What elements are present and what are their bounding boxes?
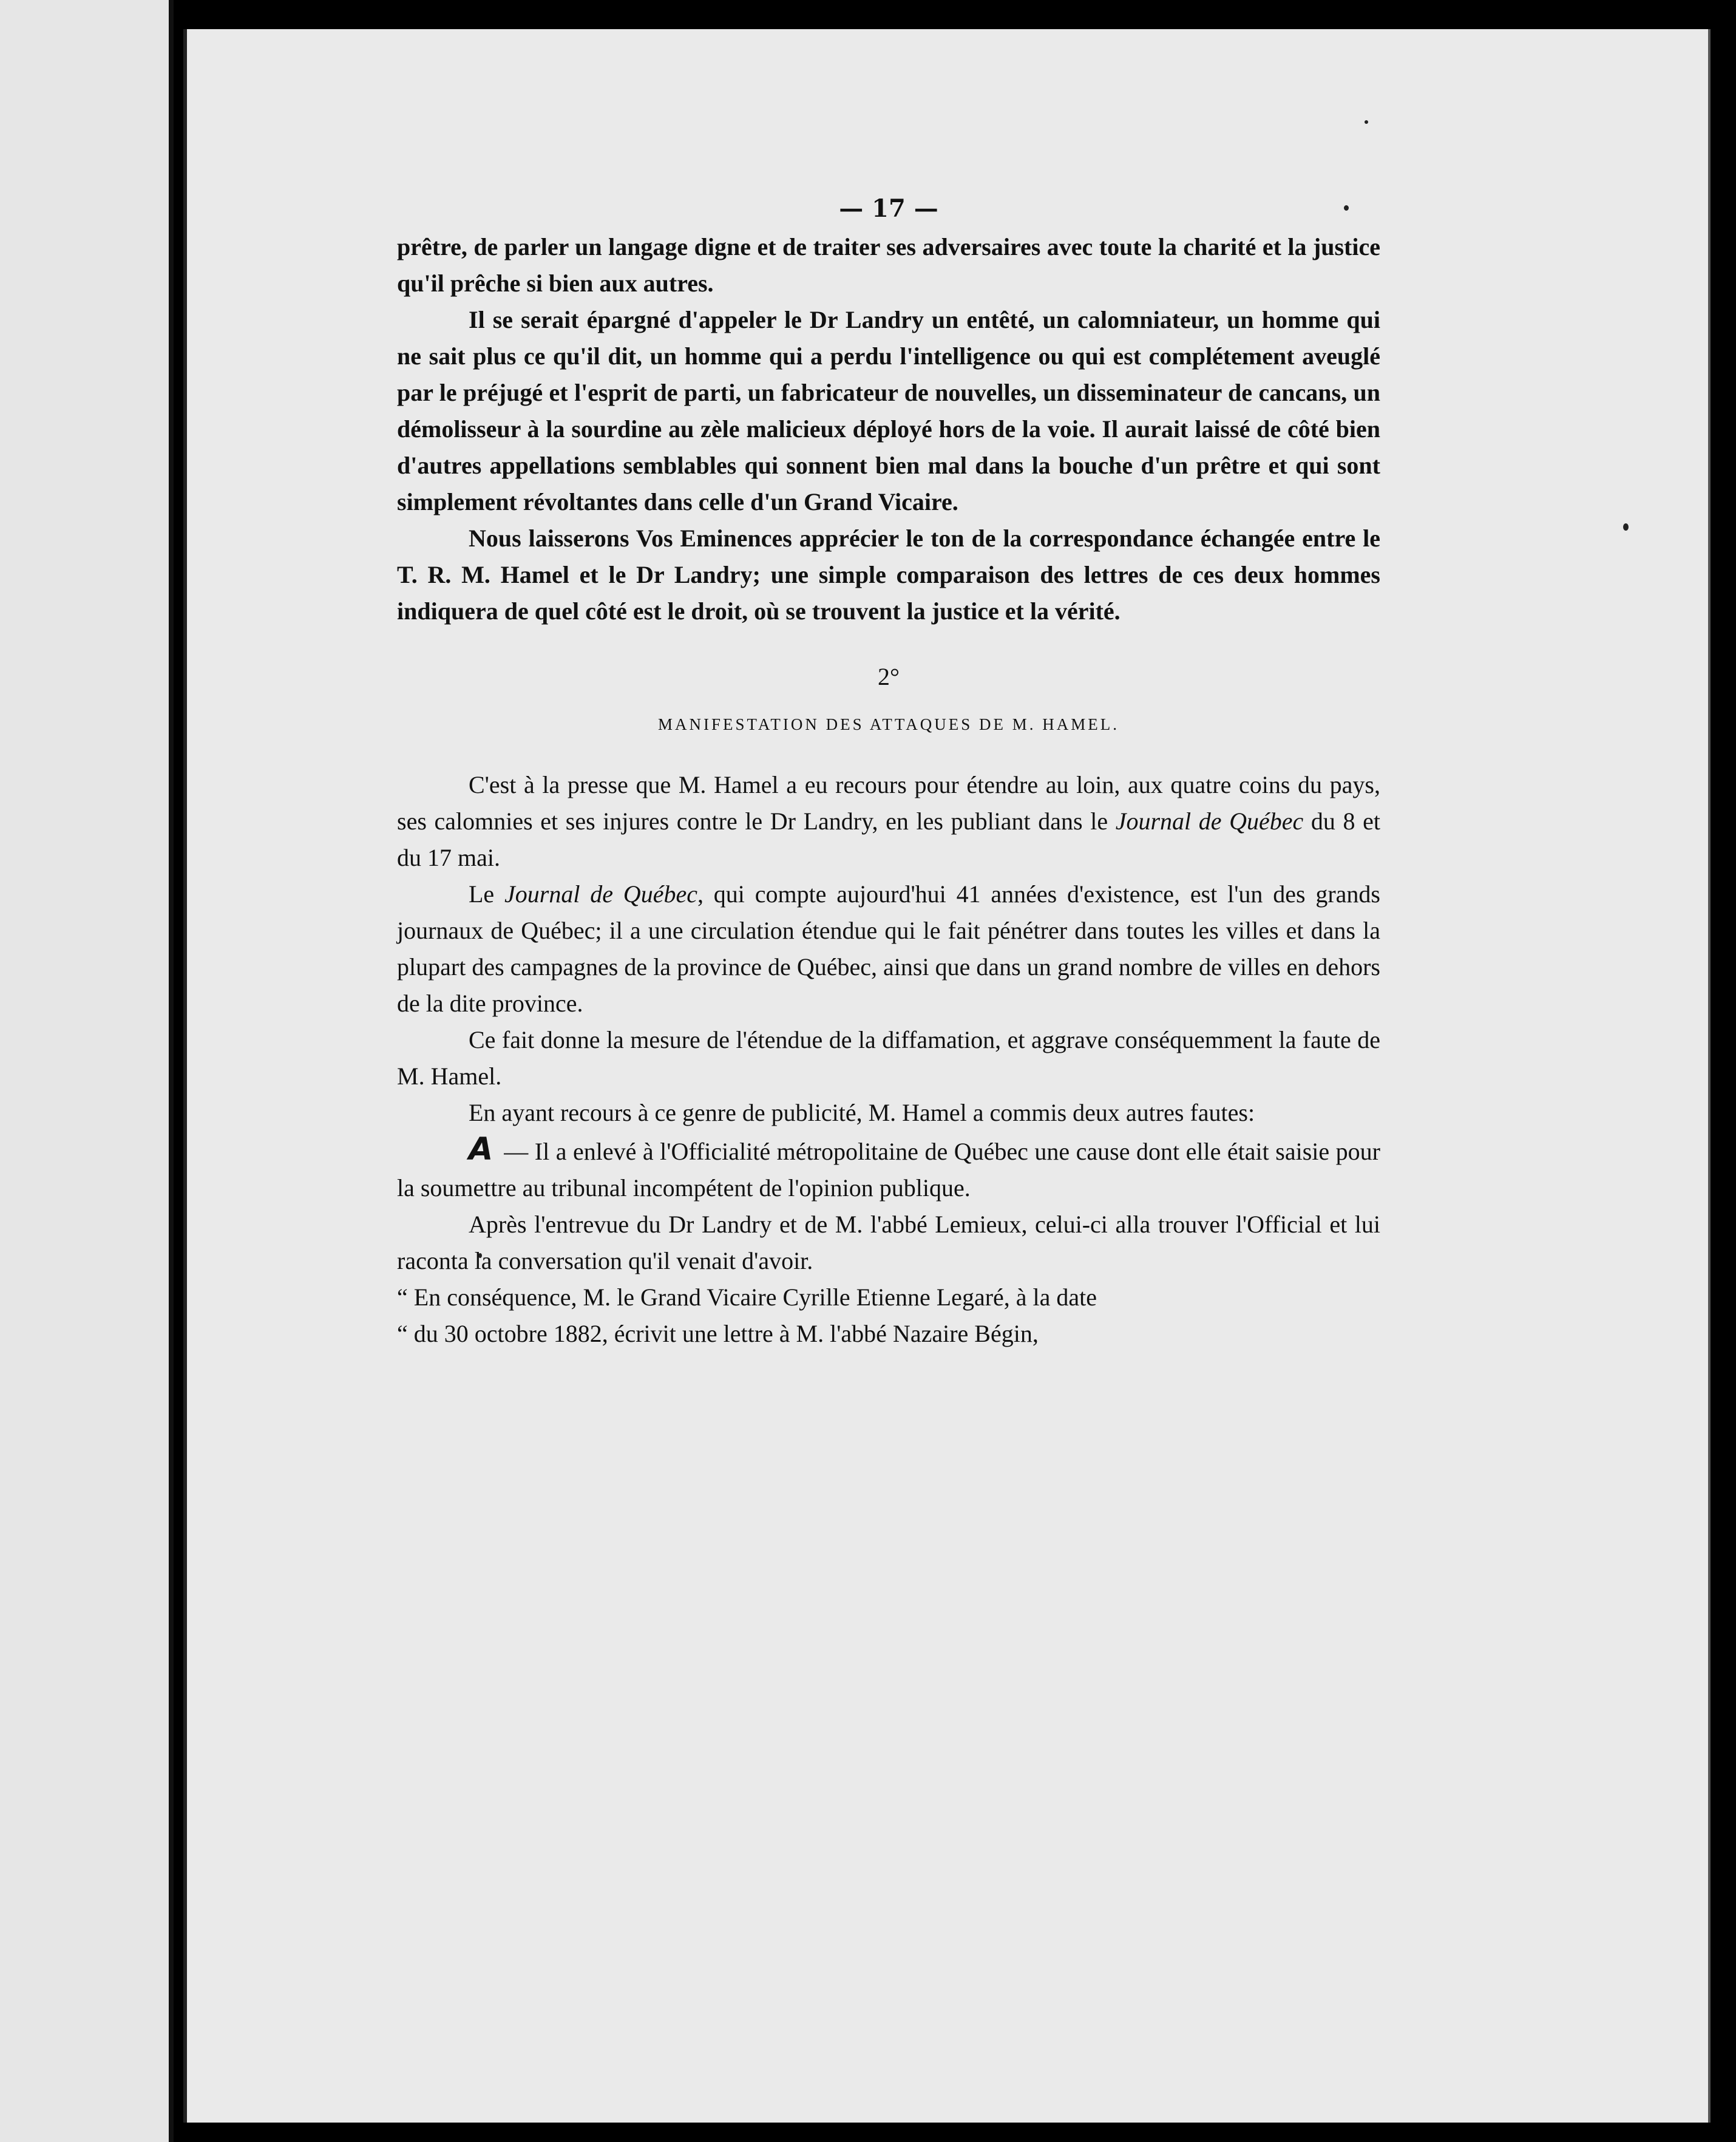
paragraph-4-text: C'est à la presse que M. Hamel a eu recours pour étendre au loin, aux quatre coins du pays, ses calomnies et ses injures contre le Dr Landry, en les publiant dans le xyxy=(397,771,1380,835)
paragraph-7: En ayant recours à ce genre de publicité, M. Hamel a commis deux autres fautes: xyxy=(469,1099,1255,1126)
ink-speck xyxy=(1623,523,1629,531)
newspaper-title: Journal de Québec xyxy=(504,880,697,908)
paragraph-9: Après l'entrevue du Dr Landry et de M. l'abbé Lemieux, celui-ci alla trouver l'Official et lui raconta la conversation qu'il venait d'avoir. xyxy=(397,1211,1380,1274)
section-title: MANIFESTATION DES ATTAQUES DE M. HAMEL. xyxy=(658,715,1119,733)
quoted-line-1: “ En conséquence, M. le Grand Vicaire Cyrille Etienne Legaré, à la date xyxy=(397,1284,1097,1311)
ink-speck xyxy=(1365,120,1368,124)
paragraph-8 xyxy=(397,1131,1380,1206)
newspaper-title: Journal de Québec xyxy=(1115,807,1304,835)
paragraph-1: prêtre, de parler un langage digne et de traiter ses adversaires avec toute la charité et la justice qu'il prêche si bien aux autres. xyxy=(397,233,1380,297)
paragraph-4-end: du 8 et du 17 mai. xyxy=(397,807,1380,871)
document-page xyxy=(183,29,1711,2123)
list-marker-a: A xyxy=(469,1131,493,1168)
previous-page-edge xyxy=(0,0,174,2142)
quoted-line-2: “ du 30 octobre 1882, écrivit une lettre à M. l'abbé Nazaire Bégin, xyxy=(397,1320,1039,1347)
page-number: — 17 — xyxy=(839,194,938,223)
paragraph-4 xyxy=(397,767,1380,876)
paragraph-5 xyxy=(397,876,1380,1022)
paragraph-2: Il se serait épargné d'appeler le Dr Landry un entêté, un calomniateur, un homme qui ne sait plus ce qu'il dit, un homme qui a perdu l'intelligence ou qui est complétement aveuglé par le préjugé et l'esprit de parti, un fabricateur de nouvelles, un disseminateur de cancans, un démolisseur à la sourdine au zèle malicieux déployé hors de la voie. Il aurait laissé de côté bien d'autres appellations semblables qui sonnent bien mal dans la bouche d'un prêtre et qui sont simplement révoltantes dans celle d'un Grand Vicaire. xyxy=(397,306,1380,515)
page-content xyxy=(397,194,1380,1352)
paragraph-5-text: , qui compte aujourd'hui 41 années d'existence, est l'un des grands journaux de Québec; il a une circulation étendue qui le fait pénétrer dans toutes les villes et dans la plupart des campagnes de la province de Québec, ainsi que dans un grand nombre de villes en dehors de la dite province. xyxy=(397,880,1380,1017)
paragraph-8-text: — Il a enlevé à l'Officialité métropolitaine de Québec une cause dont elle était saisie pour la soumettre au tribunal incompétent de l'opinion publique. xyxy=(397,1138,1380,1202)
paragraph-5-start: Le xyxy=(469,880,504,908)
paragraph-3: Nous laisserons Vos Eminences apprécier le ton de la correspondance échangée entre le T. R. M. Hamel et le Dr Landry; une simple comparaison des lettres de ces deux hommes indiquera de quel côté est le droit, où se trouvent la justice et la vérité. xyxy=(397,525,1380,625)
section-number: 2° xyxy=(878,663,900,690)
paragraph-6: Ce fait donne la mesure de l'étendue de la diffamation, et aggrave conséquemment la faute de M. Hamel. xyxy=(397,1026,1380,1090)
